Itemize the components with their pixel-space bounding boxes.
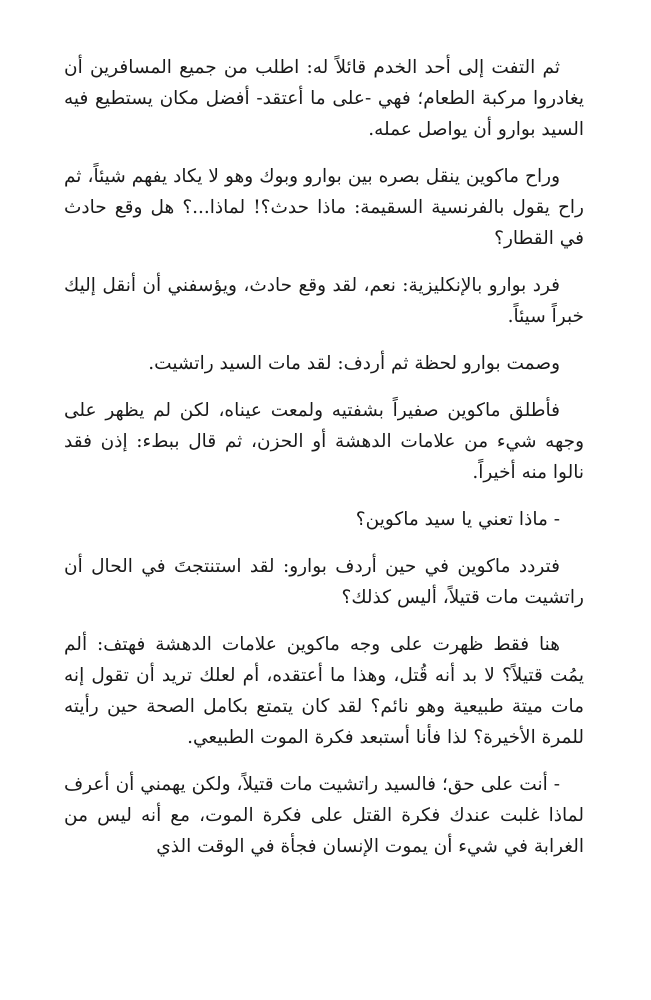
paragraph-4: وصمت بوارو لحظة ثم أردف: لقد مات السيد راتشيت.: [148, 353, 560, 374]
page-text: [64, 52, 584, 878]
paragraph-1: ثم التفت إلى أحد الخدم قائلاً له: اطلب من جميع المسافرين أن يغادروا مركبة الطعام؛ فهي -على ما أعتقد- أفضل مكان يستطيع فيه السيد بوارو أن يواصل عمله.: [64, 57, 584, 140]
paragraph-7: فتردد ماكوين في حين أردف بوارو: لقد استنتجتَ في الحال أن راتشيت مات قتيلاً، أليس كذلك؟: [64, 556, 584, 608]
paragraph-5: فأطلق ماكوين صفيراً بشفتيه ولمعت عيناه، لكن لم يظهر على وجهه شيء من علامات الدهشة أو الحزن، ثم قال ببطء: إذن فقد نالوا منه أخيراً.: [64, 400, 584, 483]
paragraph-9: - أنت على حق؛ فالسيد راتشيت مات قتيلاً، ولكن يهمني أن أعرف لماذا غلبت عندك فكرة القتل على فكرة الموت، مع أنه ليس من الغرابة في شيء أن يموت الإنسان فجأة في الوقت الذي: [64, 774, 584, 857]
paragraph-8: هنا فقط ظهرت على وجه ماكوين علامات الدهشة فهتف: ألم يمُت قتيلاً؟ لا بد أنه قُتل، وهذا ما أعتقده، أم لعلك تريد أن تقول إنه مات ميتة طبيعية وهو نائم؟ لقد كان يتمتع بكامل الصحة حين رأيته للمرة الأخيرة؟ لذا فأنا أستبعد فكرة الموت الطبيعي.: [64, 634, 584, 748]
paragraph-6: - ماذا تعني يا سيد ماكوين؟: [355, 509, 560, 530]
paragraph-3: فرد بوارو بالإنكليزية: نعم، لقد وقع حادث، ويؤسفني أن أنقل إليك خبراً سيئاً.: [64, 275, 584, 327]
paragraph-2: وراح ماكوين ينقل بصره بين بوارو وبوك وهو لا يكاد يفهم شيئاً، ثم راح يقول بالفرنسية السقيمة: ماذا حدث؟! لماذا...؟ هل وقع حادث في القطار؟: [64, 166, 584, 249]
